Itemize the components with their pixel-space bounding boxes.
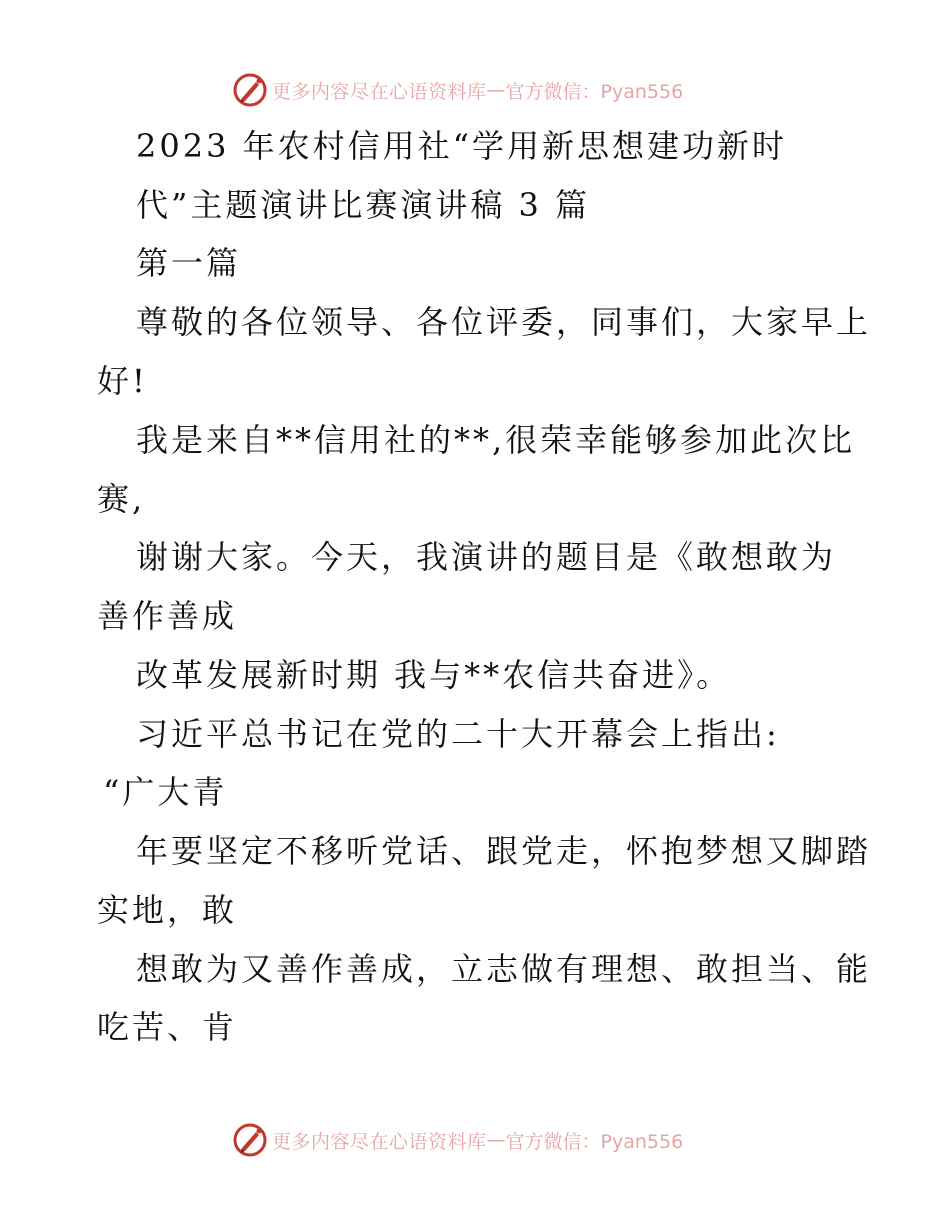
body-line: 谢谢大家。今天，我演讲的题目是《敢想敢为 (136, 538, 837, 576)
body-line: 好! (97, 362, 148, 400)
body-line: 赛, (97, 480, 146, 518)
header-watermark-banner (232, 71, 683, 109)
banner-brand-text: 更多内容尽在心语资料库 (272, 1130, 487, 1153)
body-line: 年要坚定不移听党话、跟党走，怀抱梦想又脚踏 (136, 832, 872, 870)
banner-separator: — (486, 79, 506, 101)
body-line: 改革发展新时期 我与**农信共奋进》。 (136, 656, 732, 694)
body-line: 我是来自**信用社的**,很荣幸能够参加此次比 (136, 421, 856, 459)
body-line: “广大青 (103, 773, 228, 811)
document-title-line-1: 2023 年农村信用社“学用新思想建功新时 (136, 127, 787, 165)
section-heading: 第一篇 (136, 244, 242, 282)
body-line: 尊敬的各位领导、各位评委，同事们，大家早上 (136, 303, 872, 341)
pen-logo-icon (232, 72, 268, 108)
footer-watermark-banner (232, 1121, 683, 1159)
body-line: 习近平总书记在党的二十大开幕会上指出: (136, 715, 780, 753)
banner-contact-text: 官方微信：Pyan556 (505, 80, 684, 103)
document-title-line-2: 代”主题演讲比赛演讲稿 3 篇 (136, 186, 591, 224)
body-line: 吃苦、肯 (97, 1008, 238, 1046)
banner-brand-text: 更多内容尽在心语资料库 (272, 80, 487, 103)
body-line: 善作善成 (97, 597, 238, 635)
pen-logo-icon (232, 1122, 268, 1158)
body-line: 想敢为又善作善成，立志做有理想、敢担当、能 (136, 950, 872, 988)
banner-contact-text: 官方微信：Pyan556 (505, 1130, 684, 1153)
body-line: 实地，敢 (97, 891, 238, 929)
banner-separator: — (486, 1129, 506, 1151)
